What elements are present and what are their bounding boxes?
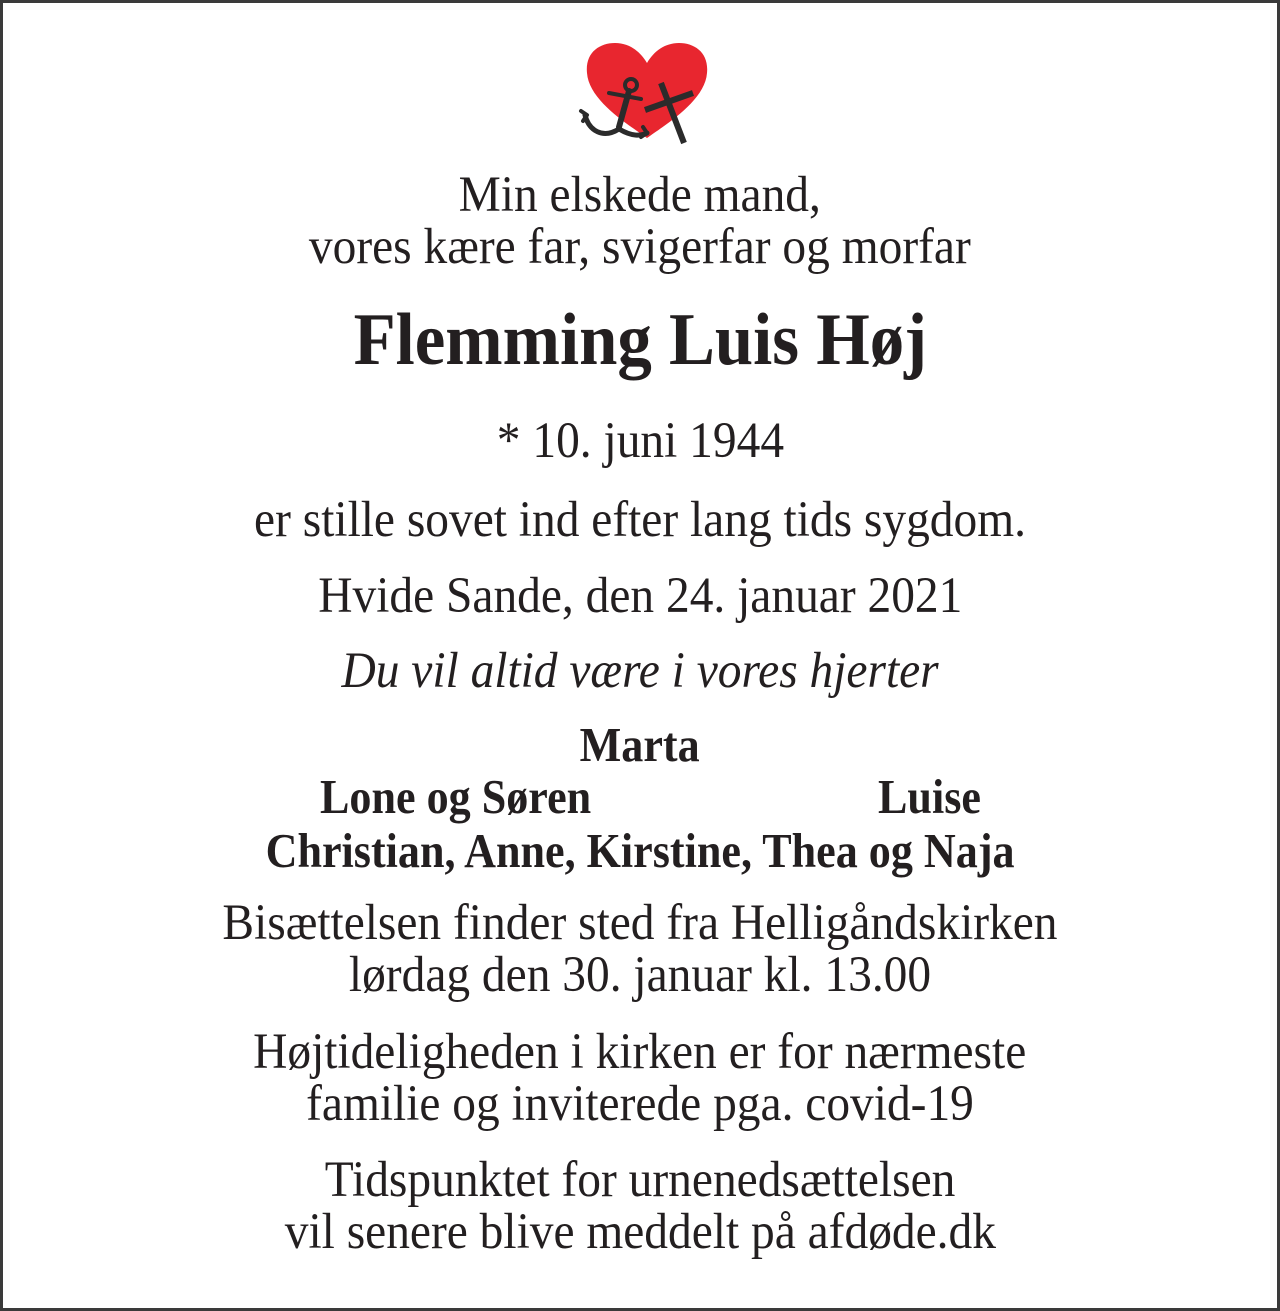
tribute-line bbox=[3, 645, 1277, 697]
family-grandchildren bbox=[3, 825, 1277, 877]
place-date-text: Hvide Sande, den 24. januar 2021 bbox=[317, 568, 963, 624]
tribute-text: Du vil altid være i vores hjerter bbox=[341, 643, 939, 699]
intro-text: vores kære far, svigerfar og morfar bbox=[309, 219, 971, 275]
intro-text: Min elskede mand, bbox=[458, 167, 822, 223]
intro-line-2 bbox=[3, 221, 1277, 273]
family-spouse bbox=[3, 719, 1277, 771]
notice-text: Højtideligheden i kirken er for nærmeste bbox=[253, 1024, 1027, 1080]
service-text: Bisættelsen finder sted fra Helligåndskirken bbox=[222, 895, 1058, 951]
place-and-date bbox=[3, 570, 1277, 622]
intro-line-1 bbox=[3, 169, 1277, 221]
service-text: lørdag den 30. januar kl. 13.00 bbox=[348, 947, 932, 1003]
child-left-names: Lone og Søren bbox=[320, 769, 592, 824]
notice-line-2 bbox=[3, 1078, 1277, 1130]
passing-text: er stille sovet ind efter lang tids sygdom. bbox=[254, 492, 1026, 548]
child-right-name: Luise bbox=[878, 769, 981, 824]
name-text: Flemming Luis Høj bbox=[353, 299, 927, 381]
urn-text: Tidspunktet for urnenedsættelsen bbox=[324, 1152, 956, 1208]
deceased-name bbox=[3, 300, 1277, 380]
family-child-right bbox=[878, 771, 992, 823]
spouse-name: Marta bbox=[579, 717, 700, 772]
heart-anchor-cross-icon bbox=[577, 41, 713, 145]
passing-statement bbox=[3, 494, 1277, 546]
urn-line-2 bbox=[3, 1206, 1277, 1258]
notice-line-1 bbox=[3, 1026, 1277, 1078]
notice-text: familie og inviterede pga. covid-19 bbox=[306, 1076, 974, 1132]
service-line-1 bbox=[3, 897, 1277, 949]
urn-text: vil senere blive meddelt på afdøde.dk bbox=[284, 1204, 996, 1260]
family-child-left bbox=[320, 771, 621, 823]
birth-date bbox=[3, 415, 1277, 467]
grandchildren-names: Christian, Anne, Kirstine, Thea og Naja bbox=[265, 823, 1015, 878]
service-line-2 bbox=[3, 949, 1277, 1001]
birth-date-text: * 10. juni 1944 bbox=[496, 413, 784, 469]
urn-line-1 bbox=[3, 1154, 1277, 1206]
